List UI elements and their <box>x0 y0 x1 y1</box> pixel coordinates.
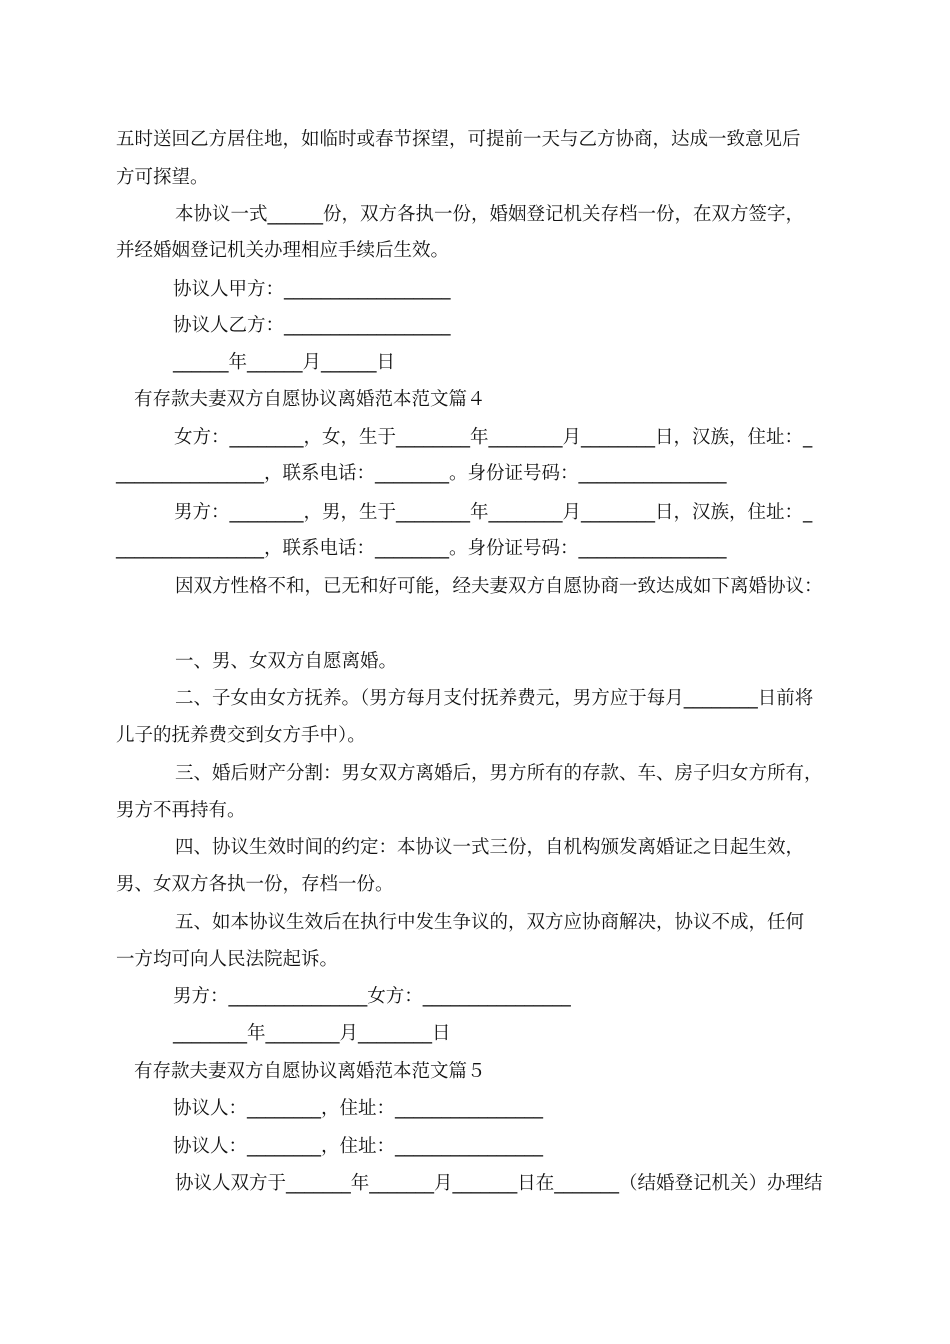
text-line: 男方不再持有。 <box>116 800 246 821</box>
clause-line: 三、婚后财产分割：男女双方离婚后，男方所有的存款、车、房子归女方所有， <box>175 763 823 784</box>
text-line: 因双方性格不和，已无和好可能，经夫妻双方自愿协商一致达成如下离婚协议： <box>175 576 823 597</box>
date-line: ________年________月________日 <box>173 1023 451 1044</box>
section-heading: 有存款夫妻双方自愿协议离婚范本范文篇５ <box>134 1061 486 1082</box>
text-line: 并经婚姻登记机关办理相应手续后生效。 <box>116 240 450 261</box>
text-line: 儿子的抚养费交到女方手中）。 <box>116 725 366 746</box>
date-line: ______年______月______日 <box>173 352 396 373</box>
section-heading: 有存款夫妻双方自愿协议离婚范本范文篇４ <box>134 389 486 410</box>
signature-line: 协议人甲方：__________________ <box>173 279 451 300</box>
text-line: 女方：________，女，生于________年________月________日，汉族，住址：_ <box>174 427 813 448</box>
text-line: 本协议一式______份，双方各执一份，婚姻登记机关存档一份，在双方签字， <box>175 204 805 225</box>
text-line: 一方均可向人民法院起诉。 <box>116 949 339 970</box>
signature-line: 协议人：________，住址：________________ <box>173 1098 544 1119</box>
text-line: 五时送回乙方居住地，如临时或春节探望，可提前一天与乙方协商，达成一致意见后 <box>116 129 801 150</box>
signature-line: 协议人乙方：__________________ <box>173 315 451 336</box>
clause-line: 二、子女由女方抚养。（男方每月支付抚养费元，男方应于每月________日前将 <box>175 688 814 709</box>
text-line: 男方：________，男，生于________年________月________日，汉族，住址：_ <box>174 502 813 523</box>
text-line: ________________，联系电话：________。身份证号码：________________ <box>116 463 727 484</box>
text-line: 协议人双方于_______年_______月_______日在_______（结婚登记机关）办理结 <box>175 1173 823 1194</box>
signature-line: 协议人：________，住址：________________ <box>173 1136 544 1157</box>
clause-line: 五、如本协议生效后在执行中发生争议的，双方应协商解决，协议不成，任何 <box>175 912 805 933</box>
signature-line: 男方：_______________女方：________________ <box>173 986 571 1007</box>
text-line: 男、女双方各执一份，存档一份。 <box>116 874 394 895</box>
text-line: ________________，联系电话：________。身份证号码：________________ <box>116 538 727 559</box>
text-line: 方可探望。 <box>116 167 209 188</box>
clause-line: 一、男、女双方自愿离婚。 <box>175 651 398 672</box>
clause-line: 四、协议生效时间的约定：本协议一式三份，自机构颁发离婚证之日起生效， <box>175 837 805 858</box>
